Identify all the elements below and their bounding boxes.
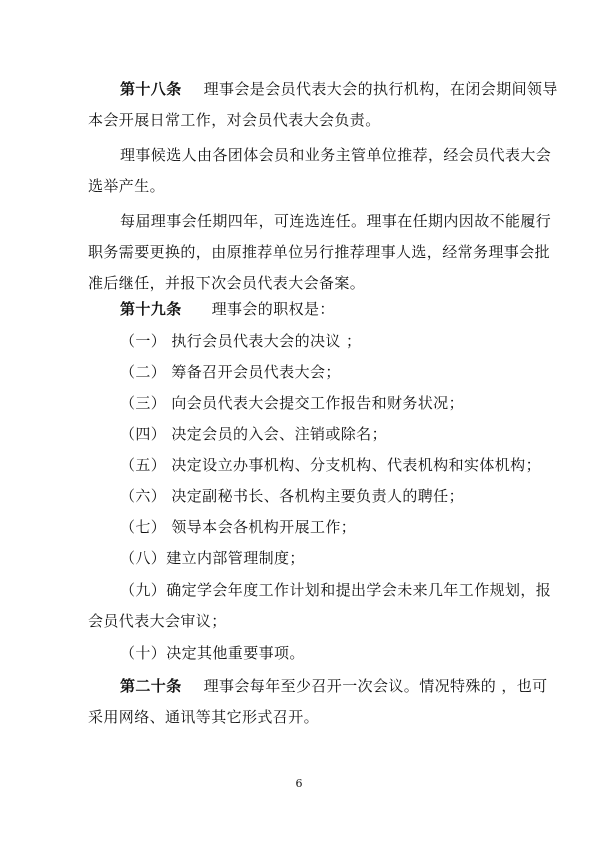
page-number: 6 [295,777,303,790]
article-18-line-2: 本会开展日常工作，对会员代表大会负责。 [88,111,381,129]
article-20-line-1 [120,676,548,696]
article-18-text-1: 理事会是会员代表大会的执行机构，在闭会期间领导 [203,80,558,98]
article-18-p2-line-2: 选举产生。 [88,177,166,195]
article-18-line-1 [120,79,558,99]
article-19-line-1 [120,299,335,319]
article-19-item-9-cont: 会员代表大会审议； [88,612,227,630]
article-19-item-9: （九）确定学会年度工作计划和提出学会未来几年工作规划，报 [120,581,552,599]
article-18-p3-line-3: 准后继任，并报下次会员代表大会备案。 [88,274,366,292]
article-20-heading: 第二十条 [120,677,182,695]
article-19-item-7: （七） 领导本会各机构开展工作； [120,518,357,536]
article-18-p3-line-2: 职务需要更换的，由原推荐单位另行推荐理事人选，经常务理事会批 [88,243,551,261]
article-18-heading: 第十八条 [120,80,182,98]
article-18-p3-line-1: 每届理事会任期四年，可连选连任。理事在任期内因故不能履行 [120,212,552,230]
article-19-item-3: （三） 向会员代表大会提交工作报告和财务状况； [120,394,464,412]
article-19-intro: 理事会的职权是： [211,300,335,318]
article-19-item-1: （一） 执行会员代表大会的决议 ； [120,332,362,350]
article-20-line-2: 采用网络、通讯等其它形式召开。 [88,708,320,726]
article-19-item-2: （二） 筹备召开会员代表大会； [120,363,341,381]
article-19-item-6: （六） 决定副秘书长、各机构主要负责人的聘任； [120,487,464,505]
article-19-item-8: （八）建立内部管理制度； [120,549,305,567]
article-19-heading: 第十九条 [120,300,182,318]
article-18-p2-line-1: 理事候选人由各团体会员和业务主管单位推荐，经会员代表大会 [120,146,552,164]
article-20-text-1: 理事会每年至少召开一次会议。情况特殊的 ，也可 [203,677,548,695]
article-19-item-4: （四） 决定会员的入会、注销或除名； [120,425,387,443]
article-19-item-5: （五） 决定设立办事机构、分支机构、代表机构和实体机构； [120,456,541,474]
article-19-item-10: （十）决定其他重要事项。 [120,644,305,662]
